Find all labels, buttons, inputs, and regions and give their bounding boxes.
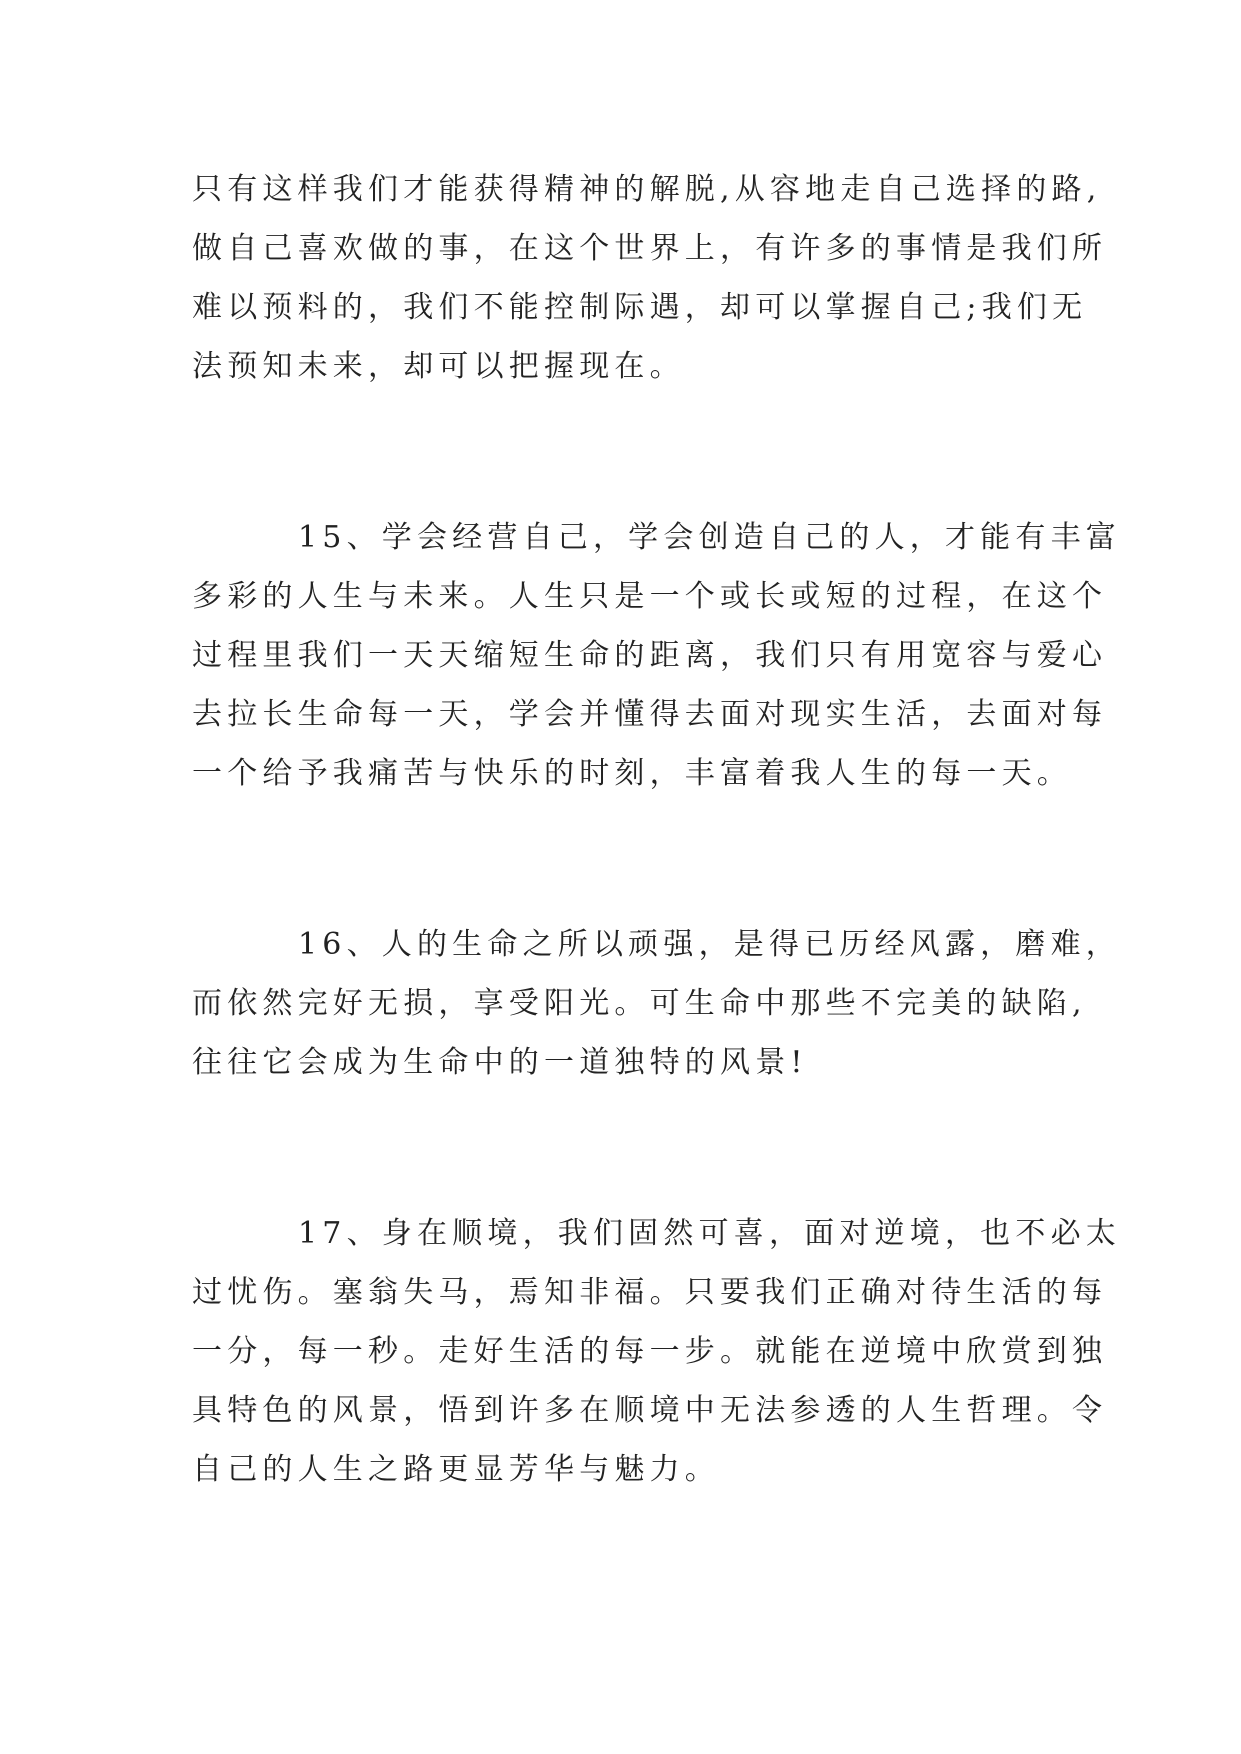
- paragraph-16: [192, 915, 1121, 1092]
- text-line: 去拉长生命每一天，学会并懂得去面对现实生活，去面对每: [192, 697, 1108, 732]
- text-line: 15、学会经营自己，学会创造自己的人，才能有丰富: [298, 520, 1121, 555]
- text-line: 自己的人生之路更显芳华与魅力。: [192, 1452, 720, 1487]
- paragraph-15: [192, 508, 1121, 803]
- text-line: 往往它会成为生命中的一道独特的风景!: [192, 1045, 808, 1080]
- text-line: 法预知未来，却可以把握现在。: [192, 349, 685, 384]
- text-line: 过程里我们一天天缩短生命的距离，我们只有用宽容与爱心: [192, 638, 1108, 673]
- text-line: 难以预料的，我们不能控制际遇，却可以掌握自己;我们无: [192, 290, 1088, 325]
- text-line: 16、人的生命之所以顽强，是得已历经风露，磨难，: [298, 927, 1121, 962]
- text-line: 过忧伤。塞翁失马，焉知非福。只要我们正确对待生活的每: [192, 1275, 1108, 1310]
- text-line: 17、身在顺境，我们固然可喜，面对逆境，也不必太: [298, 1216, 1121, 1251]
- paragraph-continuation: [192, 160, 1108, 396]
- text-line: 具特色的风景，悟到许多在顺境中无法参透的人生哲理。令: [192, 1393, 1108, 1428]
- text-line: 一分，每一秒。走好生活的每一步。就能在逆境中欣赏到独: [192, 1334, 1108, 1369]
- text-line: 一个给予我痛苦与快乐的时刻，丰富着我人生的每一天。: [192, 756, 1072, 791]
- text-line: 做自己喜欢做的事，在这个世界上，有许多的事情是我们所: [192, 231, 1108, 266]
- text-line: 而依然完好无损，享受阳光。可生命中那些不完美的缺陷,: [192, 986, 1087, 1021]
- paragraph-17: [192, 1204, 1121, 1499]
- text-line: 多彩的人生与未来。人生只是一个或长或短的过程，在这个: [192, 579, 1108, 614]
- text-line: 只有这样我们才能获得精神的解脱,从容地走自己选择的路,: [192, 172, 1102, 207]
